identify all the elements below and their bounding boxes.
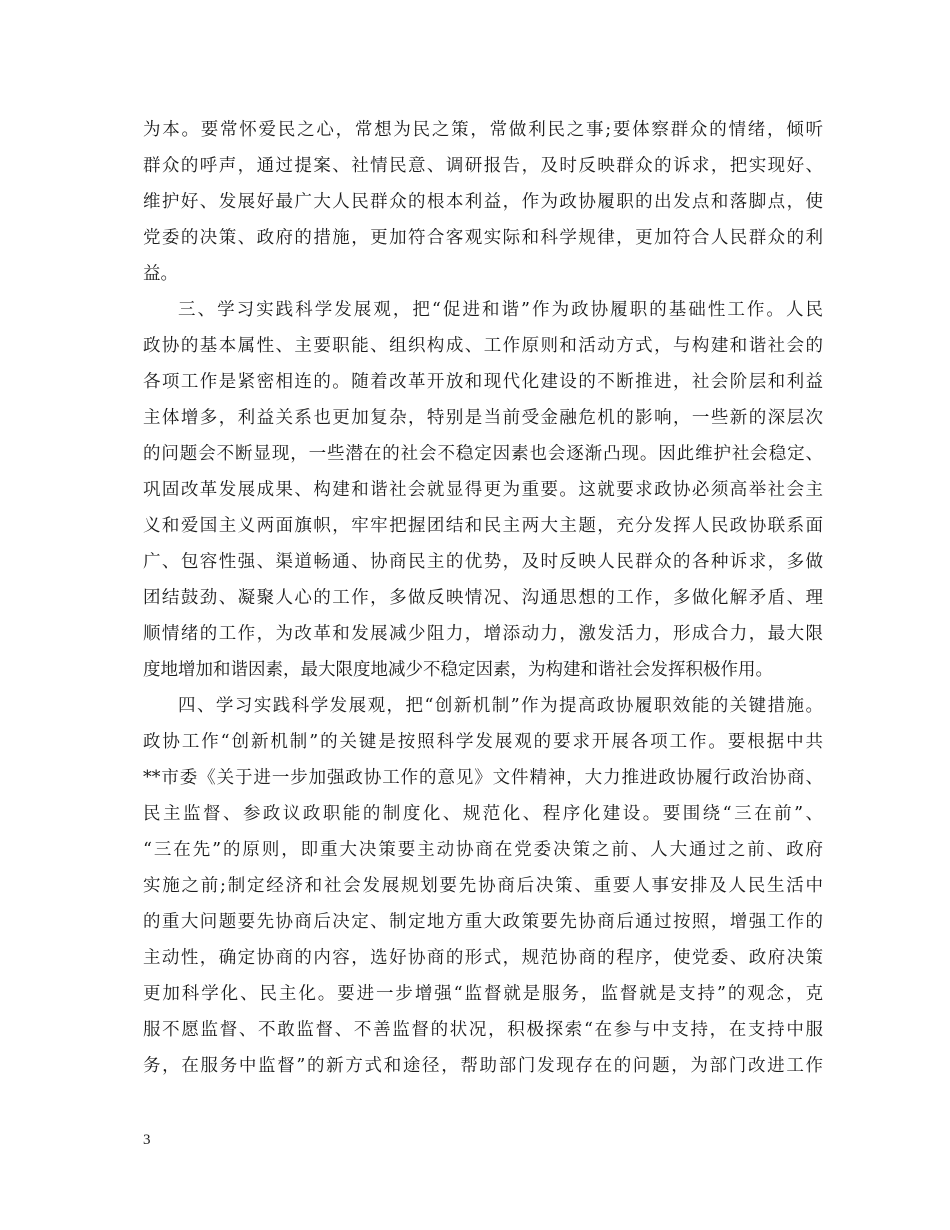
text-line: 各项工作是紧密相连的。随着改革开放和现代化建设的不断推进，社会阶层和利益	[143, 372, 823, 392]
text-line: 的问题会不断显现，一些潜在的社会不稳定因素也会逐渐凸现。因此维护社会稳定、	[143, 444, 823, 464]
text-line: **市委《关于进一步加强政协工作的意见》文件精神，大力推进政协履行政治协商、	[143, 768, 823, 788]
text-line: 三、学习实践科学发展观，把“促进和谐”作为政协履职的基础性工作。人民	[178, 300, 823, 320]
text-line: 实施之前;制定经济和社会发展规划要先协商后决策、重要人事安排及人民生活中	[143, 876, 823, 896]
page-number: 3	[143, 1132, 151, 1148]
text-line: 顺情绪的工作，为改革和发展减少阻力，增添动力，激发活力，形成合力，最大限	[143, 624, 823, 644]
text-line: 益。	[143, 264, 178, 284]
text-line: 广、包容性强、渠道畅通、协商民主的优势，及时反映人民群众的各种诉求，多做	[143, 552, 823, 572]
text-line: 巩固改革发展成果、构建和谐社会就显得更为重要。这就要求政协必须高举社会主	[143, 480, 823, 500]
text-line: 为本。要常怀爱民之心，常想为民之策，常做利民之事;要体察群众的情绪，倾听	[143, 120, 823, 140]
text-line: 党委的决策、政府的措施，更加符合客观实际和科学规律，更加符合人民群众的利	[143, 228, 823, 248]
text-line: 维护好、发展好最广大人民群众的根本利益，作为政协履职的出发点和落脚点，使	[143, 192, 823, 212]
text-line: 度地增加和谐因素，最大限度地减少不稳定因素，为构建和谐社会发挥积极作用。	[143, 660, 773, 680]
text-line: 政协工作“创新机制”的关键是按照科学发展观的要求开展各项工作。要根据中共	[143, 732, 823, 752]
text-line: “三在先”的原则，即重大决策要主动协商在党委决策之前、人大通过之前、政府	[143, 840, 823, 860]
text-line: 四、学习实践科学发展观，把“创新机制”作为提高政协履职效能的关键措施。	[178, 696, 823, 716]
document-body	[143, 112, 823, 1084]
paragraph-2	[143, 292, 823, 688]
text-line: 主体增多，利益关系也更加复杂，特别是当前受金融危机的影响，一些新的深层次	[143, 408, 823, 428]
paragraph-3	[143, 688, 823, 1084]
text-line: 民主监督、参政议政职能的制度化、规范化、程序化建设。要围绕“三在前”、	[143, 804, 823, 824]
text-line: 群众的呼声，通过提案、社情民意、调研报告，及时反映群众的诉求，把实现好、	[143, 156, 823, 176]
text-line: 更加科学化、民主化。要进一步增强“监督就是服务，监督就是支持”的观念，克	[143, 984, 823, 1004]
text-line: 的重大问题要先协商后决定、制定地方重大政策要先协商后通过按照，增强工作的	[143, 912, 823, 932]
text-line: 团结鼓劲、凝聚人心的工作，多做反映情况、沟通思想的工作，多做化解矛盾、理	[143, 588, 823, 608]
text-line: 主动性，确定协商的内容，选好协商的形式，规范协商的程序，使党委、政府决策	[143, 948, 823, 968]
text-line: 服不愿监督、不敢监督、不善监督的状况，积极探索“在参与中支持，在支持中服	[143, 1020, 823, 1040]
text-line: 政协的基本属性、主要职能、组织构成、工作原则和活动方式，与构建和谐社会的	[143, 336, 823, 356]
text-line: 务，在服务中监督”的新方式和途径，帮助部门发现存在的问题，为部门改进工作	[143, 1056, 823, 1076]
paragraph-1	[143, 112, 823, 292]
text-line: 义和爱国主义两面旗帜，牢牢把握团结和民主两大主题，充分发挥人民政协联系面	[143, 516, 823, 536]
